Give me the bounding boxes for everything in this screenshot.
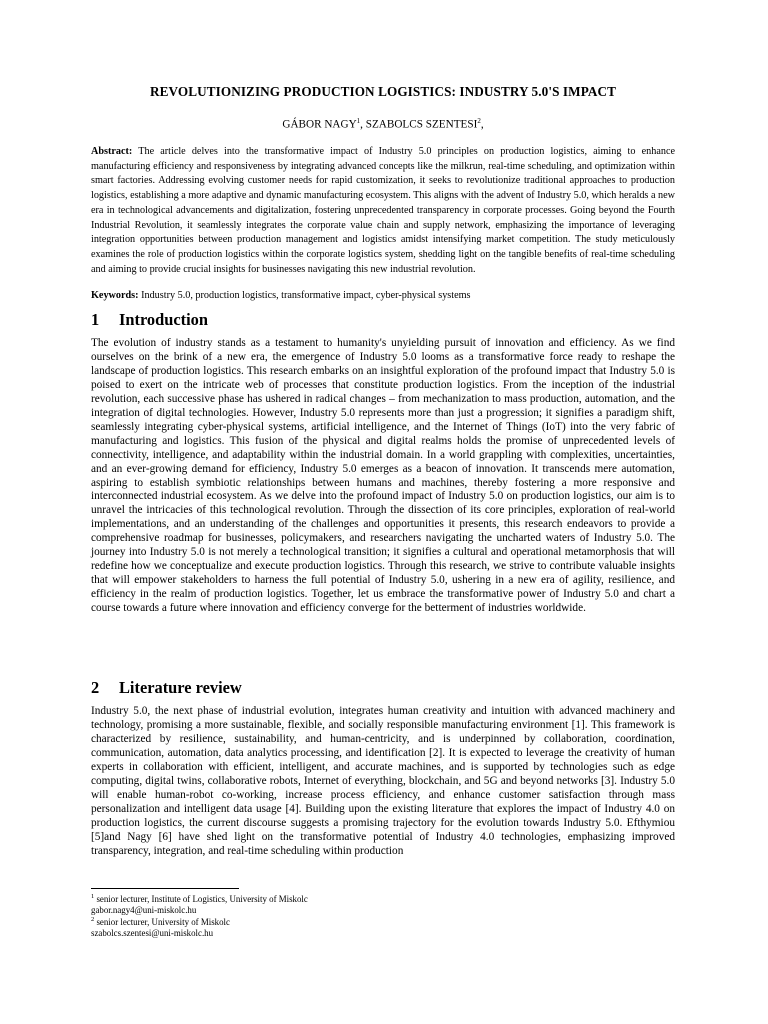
footnote-affiliation: senior lecturer, Institute of Logistics, University of Miskolc [94,893,308,904]
footnote-divider [91,888,239,889]
footnote-mark: 2 [91,916,95,924]
author-footnote-mark: 2 [477,117,481,125]
abstract [91,145,675,277]
section-title: Introduction [119,310,208,329]
footnote-2 [91,915,675,928]
section-body-literature-review: Industry 5.0, the next phase of industrial evolution, integrates human creativity and intuition with advanced machinery and technology, promising a more sustainable, flexible, and socially responsible manufacturing environment [1]. This framework is characterized by resilience, sustainability, and human-centricity, and is underpinned by collaboration, coordination, communication, automation, data analytics processing, and identification [2]. It is expected to leverage the creativity of human experts in collaboration with efficient, intelligent, and accurate machines, and is supported by technologies such as edge computing, digital twins, collaborative robots, Internet of everything, blockchain, and 5G and beyond networks [3]. Industry 5.0 will enable human-robot co-working, increase process efficiency, and enhance customer satisfaction through mass personalization and intelligent data usage [4]. Building upon the existing literature that explores the impact of Industry 4.0 on production logistics, the current discourse suggests a promising trajectory for the evolution towards Industry 5.0. Efthymiou [5]and Nagy [6] have shed light on the transformative potential of Industry 4.0 technologies, emphasizing improved transparency, integration, and real-time scheduling within production [91,705,675,857]
keywords-text: Industry 5.0, production logistics, transformative impact, cyber-physical systems [138,290,471,301]
section-number: 1 [91,310,100,329]
section-heading-literature-review [91,678,242,698]
section-title: Literature review [119,678,242,697]
author-footnote-mark: 1 [356,117,361,125]
keywords-label: Keywords: [91,290,139,301]
footnote-email[interactable]: szabolcs.szentesi@uni-miskolc.hu [91,927,214,938]
author-name: SZABOLCS SZENTESI [365,118,478,131]
author-line [91,117,675,131]
author-name: GÁBOR NAGY [282,118,357,131]
footnote-affiliation: senior lecturer, University of Miskolc [94,917,230,928]
footnote-email[interactable]: gabor.nagy4@uni-miskolc.hu [91,904,197,915]
keywords [91,289,675,303]
section-number: 2 [91,678,100,697]
footnote-mark: 1 [91,893,95,900]
abstract-text: The article delves into the transformative impact of Industry 5.0 principles on production logistics, aiming to enhance manufacturing efficiency and responsiveness by integrating advanced concepts like the milkrun, real-time scheduling, and optimization within smart factories. Addressing evolving customer needs for rapid customization, it seeks to revolutionize traditional approaches to production logistics, establishing a more adaptive and dynamic manufacturing ecosystem. This aligns with the advent of Industry 5.0, which heralds a new era in technological advancements and digitalization, fostering unprecedented transparency in corporate processes. Going beyond the Fourth Industrial Revolution, it seamlessly integrates the corporate value chain and supply network, emphasizing the importance of leveraging integration opportunities between production management and logistics amidst intensifying market competition. The study meticulously examines the role of production logistics within the corporate logistics system, shedding light on the tangible benefits of real-time scheduling and aiming to provide crucial insights for businesses navigating this new industrial revolution. [91,146,675,275]
section-body-introduction: The evolution of industry stands as a testament to humanity's unyielding pursuit of innovation and efficiency. As we find ourselves on the brink of a new era, the emergence of Industry 5.0 looms as a transformative force ready to reshape the landscape of production logistics. This research embarks on an insightful exploration of the profound impact that Industry 5.0 is poised to exert on the intricate web of processes that constitute production logistics. From the inception of the industrial revolution, each successive phase has ushered in radical changes – from mechanization to mass production, automation, and the integration of digital technologies. However, Industry 5.0 represents more than just a progression; it signifies a paradigm shift, seamlessly integrating cyber-physical systems, artificial intelligence, and the Internet of Things (IoT) into the very fabric of manufacturing and logistics. This fusion of the physical and digital realms holds the promise of unprecedented levels of connectivity, intelligence, and adaptability within the industrial domain. In a world grappling with complexities, uncertainties, and an ever-growing demand for efficiency, Industry 5.0 emerges as a beacon of innovation. It transcends mere automation, aspiring to establish symbiotic relationships between humans and machines, thereby fostering a more responsive and interconnected industrial ecosystem. As we delve into the profound impact of Industry 5.0 on production logistics, our aim is to unravel the intricacies of this technological revolution. Through the dissection of its core principles, exploration of real-world implementations, and an understanding of the challenges and opportunities it presents, this research endeavors to provide a comprehensive roadmap for businesses, policymakers, and researchers navigating the uncharted waters of Industry 5.0. The journey into Industry 5.0 is not merely a technological transition; it signifies a cultural and operational metamorphosis that will redefine how we conceptualize and execute production logistics. Through this research, we strive to contribute valuable insights that will empower stakeholders to harness the full potential of Industry 5.0, ushering in a new era of agility, resilience, and efficiency in the realm of production logistics. Together, let us embrace the transformative power of Industry 5.0 and chart a course towards a future where innovation and efficiency converge for the betterment of industries worldwide. [91,337,675,615]
author-separator: , [480,118,484,131]
section-heading-introduction [91,310,208,330]
author-separator: , [360,118,366,131]
footnote-1 [91,892,675,905]
footnotes [91,892,675,938]
paper-title: REVOLUTIONIZING PRODUCTION LOGISTICS: INDUSTRY 5.0'S IMPACT [149,84,617,99]
abstract-label: Abstract: [91,146,133,157]
